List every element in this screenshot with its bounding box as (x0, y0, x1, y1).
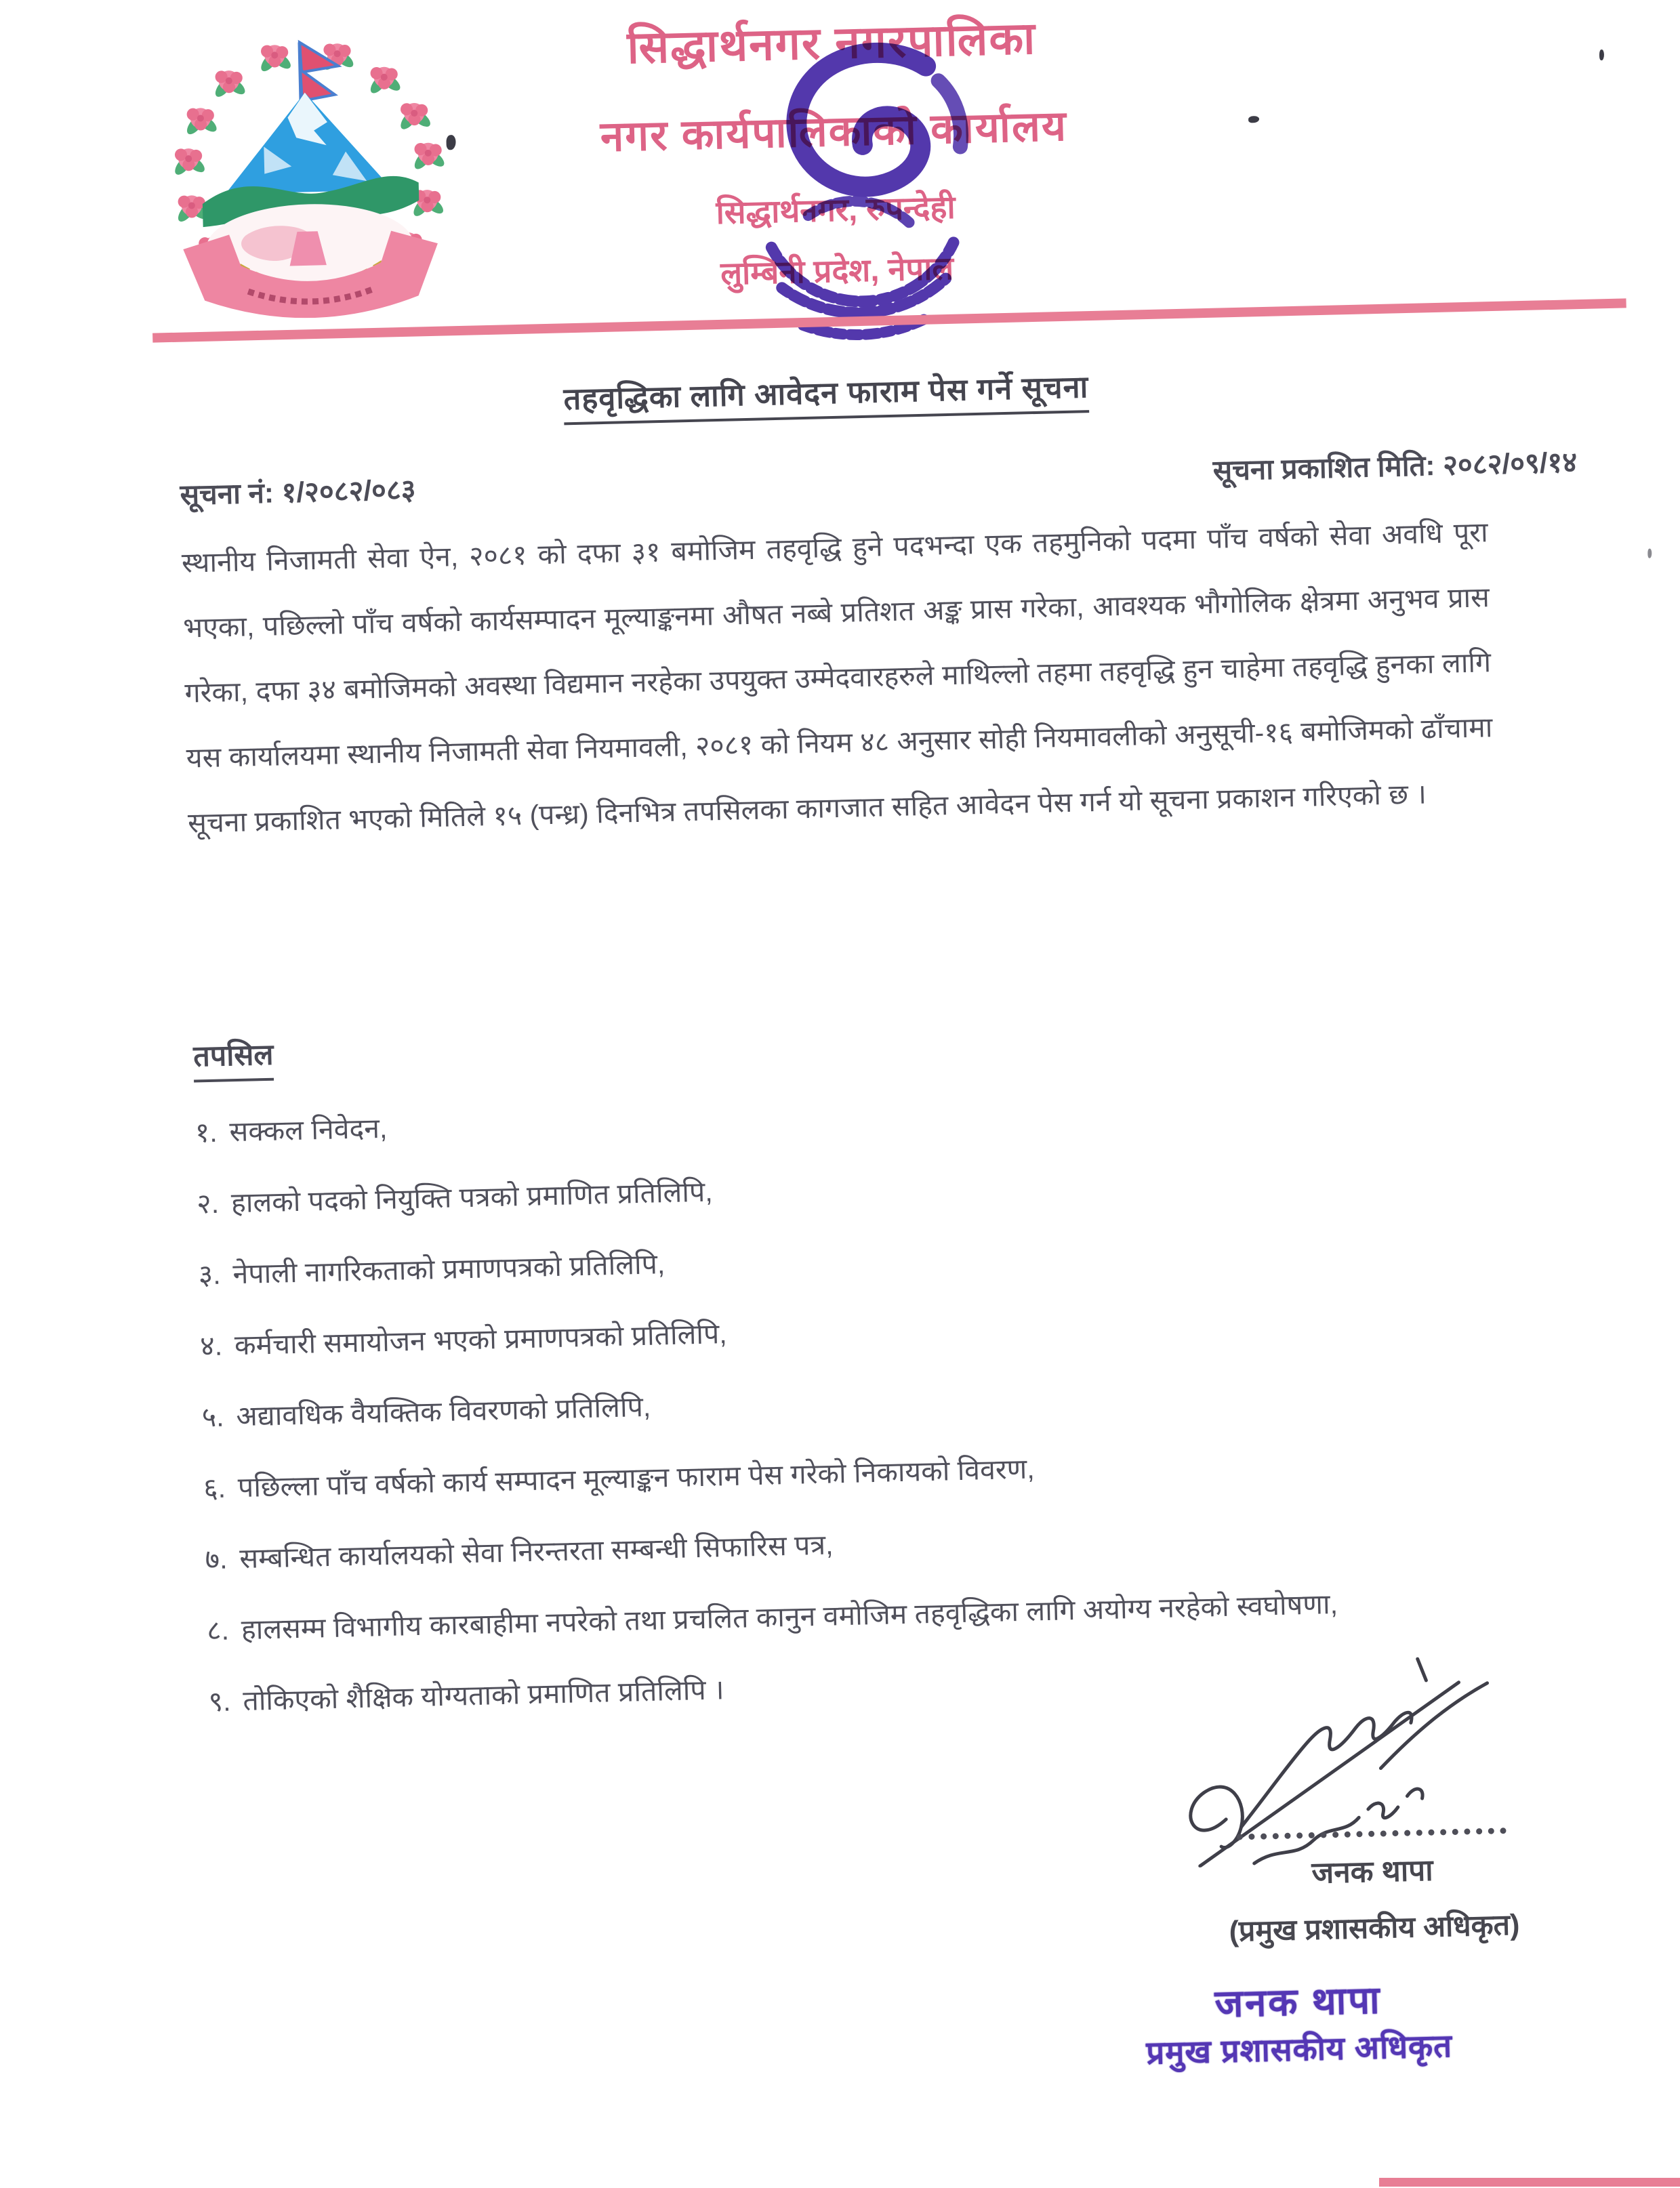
signatory-name: जनक थापा (1311, 1853, 1434, 1890)
list-item-number: २. (196, 1187, 220, 1220)
list-item-number: ७. (205, 1543, 228, 1575)
notice-body-paragraph: स्थानीय निजामती सेवा ऐन, २०८१ को दफा ३१ बमोजिम तहवृद्धि हुने पदभन्दा एक तहमुनिको पदमा पाँच वर्षको सेवा अवधि पूरा भएका, पछिल्लो पाँच वर्षको कार्यसम्पादन मूल्याङ्कनमा औषत नब्बे प्रतिशत अङ्क प्रास गरेका, आवश्यक भौगोलिक क्षेत्रमा अनुभव प्रास गरेका, दफा ३४ बमोजिमको अवस्था विद्यमान नरहेका उपयुक्त उम्मेदवारहरुले माथिल्लो तहमा तहवृद्धि हुन चाहेमा तहवृद्धि हुनका लागि यस कार्यालयमा स्थानीय निजामती सेवा नियमावली, २०८१ को नियम ४८ अनुसार सोही नियमावलीको अनुसूची-१६ बमोजिमको ढाँचामा सूचना प्रकाशित भएको मितिले १५ (पन्ध्र) दिनभित्र तपसिलका कागजात सहित आवेदन पेस गर्न यो सूचना प्रकाशन गरिएको छ । (181, 516, 1493, 839)
office-round-seal-stamp (701, 35, 1028, 401)
list-item-text: नेपाली नागरिकताको प्रमाणपत्रको प्रतिलिपि, (232, 1248, 665, 1290)
details-heading: तपसिल (192, 1033, 274, 1083)
municipality-name: सिद्धार्थनगर नगरपालिका (626, 12, 1037, 73)
list-item (197, 1152, 1549, 1223)
scan-edge-artifact (1379, 2178, 1680, 2187)
list-item-number: ४. (199, 1329, 223, 1362)
list-item-number: ३. (198, 1258, 222, 1291)
list-item (200, 1294, 1553, 1365)
list-item-number: ९. (208, 1685, 231, 1718)
notice-published-date: सूचना प्रकाशित मिति: २०८२/०९/१४ (1212, 446, 1578, 487)
scan-speck (1599, 49, 1604, 60)
scan-speck (1647, 549, 1652, 558)
office-name: नगर कार्यपालिकाको कार्यालय (600, 102, 1068, 161)
list-item (194, 1081, 1547, 1152)
list-item-text: हालको पदको नियुक्ति पत्रको प्रमाणित प्रतिलिपि, (230, 1176, 714, 1219)
list-item (203, 1437, 1556, 1508)
list-item-text: तोकिएको शैक्षिक योग्यताको प्रमाणित प्रतिलिपि । (242, 1674, 725, 1717)
list-item-text: पछिल्ला पाँच वर्षको कार्य सम्पादन मूल्याङ्कन फाराम पेस गरेको निकायको विवरण, (237, 1453, 1036, 1504)
notice-title: तहवृद्धिका लागि आवेदन फाराम पेस गर्ने सूचना (563, 369, 1089, 425)
list-item-number: ८. (206, 1614, 230, 1647)
signature-dotted-line (1235, 1792, 1506, 1840)
name-stamp-line2: प्रमुख प्रशासकीय अधिकृत (1145, 2027, 1453, 2071)
list-item (205, 1508, 1557, 1579)
list-item-text: हालसम्म विभागीय कारबाहीमा नपरेको तथा प्रचलित कानुन वमोजिम तहवृद्धिका लागि अयोग्य नरहेको स्वघोषणा, (241, 1588, 1338, 1646)
list-item-text: सक्कल निवेदन, (229, 1112, 388, 1148)
list-item-number: १. (194, 1116, 218, 1149)
list-item-text: अद्यावधिक वैयक्तिक विवरणको प्रतिलिपि, (235, 1390, 651, 1432)
list-item (198, 1223, 1551, 1294)
address-line-province: लुम्बिनी प्रदेश, नेपाल (720, 249, 954, 291)
list-item-number: ६. (203, 1472, 226, 1504)
list-item (207, 1579, 1559, 1650)
address-line-district: सिद्धार्थनगर, रुपन्देही (715, 188, 956, 230)
notice-number: सूचना नं: १/२०८२/०८३ (180, 473, 417, 511)
signatory-designation: (प्रमुख प्रशासकीय अधिकृत) (1229, 1908, 1520, 1948)
list-item-text: सम्बन्धित कार्यालयको सेवा निरन्तरता सम्बन्धी सिफारिस पत्र, (239, 1529, 834, 1575)
name-stamp-line1: जनक थापा (1214, 1978, 1382, 2025)
list-item (201, 1365, 1554, 1437)
list-item-number: ५. (201, 1401, 225, 1433)
list-item-text: कर्मचारी समायोजन भएको प्रमाणपत्रको प्रतिलिपि, (234, 1318, 728, 1361)
